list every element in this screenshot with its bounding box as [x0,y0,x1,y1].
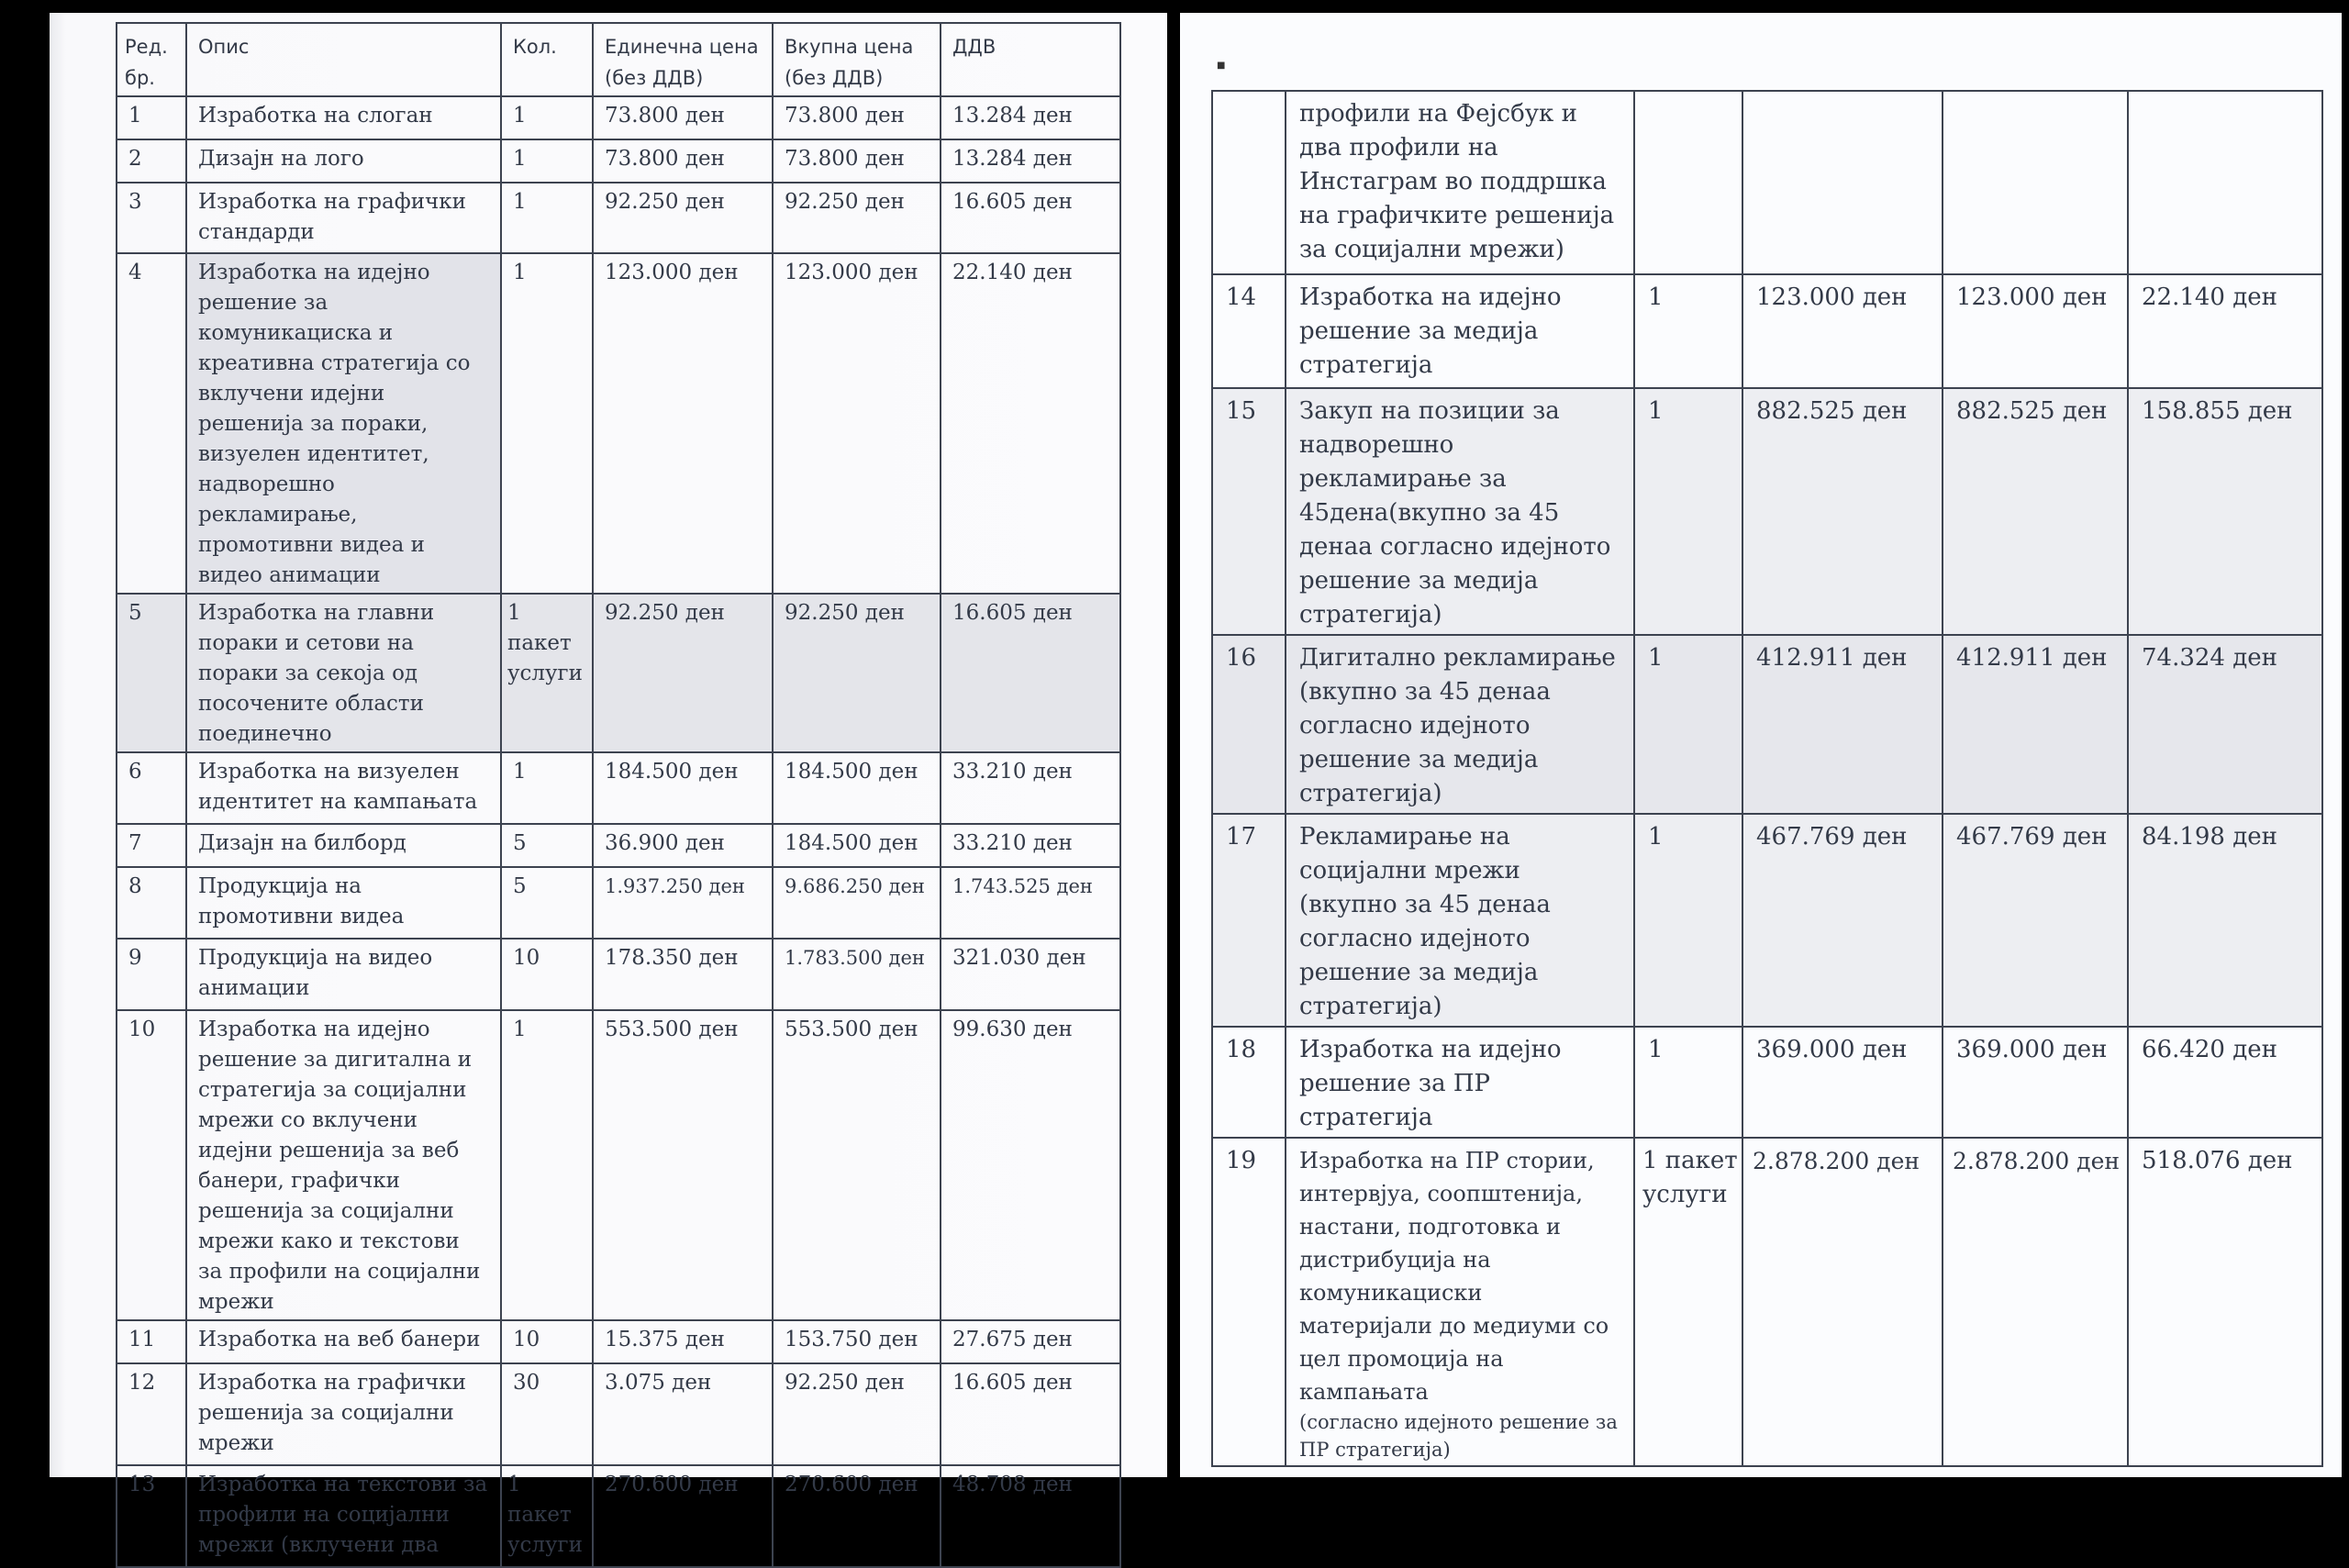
row-no: 11 [117,1320,186,1363]
row-unit-price: 412.911 ден [1742,635,1943,814]
row-desc: профили на Фејсбук и два профили на Инстаграм во поддршка на графичките решенија за социјални мрежи) [1286,91,1634,274]
row-total-price: 123.000 ден [773,253,941,594]
row-desc-note: (согласно идејното решение за ПР стратегија) [1299,1411,1618,1461]
row-desc: Дигитално рекламирање (вкупно за 45 денаа согласно идејното решение за медија стратегија) [1286,635,1634,814]
price-table-left [116,22,1121,1568]
row-desc: Изработка на идејно решение за дигитална и стратегија за социјални мрежи со вклучени идејни решенија за веб банери, графички решенија за социјални мрежи како и текстови за профили на социјални мрежи [186,1010,501,1320]
table-row [117,96,1120,139]
table-row [117,139,1120,183]
row-total-price: 467.769 ден [1943,814,2128,1027]
row-no: 19 [1212,1138,1286,1466]
price-table-right [1211,90,2323,1467]
row-no: 14 [1212,274,1286,388]
row-total-price: 184.500 ден [773,824,941,867]
row-no [1212,91,1286,274]
table-row [117,253,1120,594]
row-total-price: 73.800 ден [773,139,941,183]
row-total-price: 92.250 ден [773,183,941,253]
row-qty: 1 [1634,388,1742,635]
row-unit-price: 123.000 ден [593,253,773,594]
row-desc: Закуп на позиции за надворешно рекламирање за 45дена(вкупно за 45 денаа согласно идејното решение за медија стратегија) [1286,388,1634,635]
row-unit-price: 15.375 ден [593,1320,773,1363]
row-no: 8 [117,867,186,939]
row-vat: 158.855 ден [2128,388,2322,635]
row-desc: Изработка на слоган [186,96,501,139]
row-total-price: 553.500 ден [773,1010,941,1320]
row-no: 7 [117,824,186,867]
row-vat: 48.708 ден [941,1465,1120,1567]
row-vat: 33.210 ден [941,824,1120,867]
table-row [1212,635,2322,814]
row-no: 12 [117,1363,186,1465]
row-vat: 13.284 ден [941,139,1120,183]
row-unit-price: 123.000 ден [1742,274,1943,388]
row-no: 6 [117,752,186,824]
row-unit-price: 1.937.250 ден [593,867,773,939]
header-unit-price: Единечна цена (без ДДВ) [593,23,773,96]
table-row [117,594,1120,752]
row-desc: Изработка на графички стандарди [186,183,501,253]
table-row [1212,1027,2322,1138]
row-desc: Изработка на текстови за профили на социјални мрежи (вклучени два [186,1465,501,1567]
row-vat: 321.030 ден [941,939,1120,1010]
row-qty: 1 пакет услуги [1634,1138,1742,1466]
header-qty: Кол. [501,23,593,96]
row-total-price: 73.800 ден [773,96,941,139]
row-desc-main: Изработка на ПР стории, интервјуа, соопштенија, настани, подготовка и дистрибуција на комуникациски материјали до медиуми со цел промоција на кампањата [1299,1148,1609,1405]
row-no: 5 [117,594,186,752]
row-desc: Изработка на визуелен идентитет на кампањата [186,752,501,824]
row-qty: 1 [1634,274,1742,388]
row-desc: Дизајн на лого [186,139,501,183]
row-vat: 22.140 ден [941,253,1120,594]
table-row [117,824,1120,867]
row-qty: 1 [1634,1027,1742,1138]
row-qty: 1 пакет услуги [501,1465,593,1567]
row-no: 4 [117,253,186,594]
row-vat: 13.284 ден [941,96,1120,139]
row-total-price: 270.600 ден [773,1465,941,1567]
header-vat: ДДВ [941,23,1120,96]
header-no: Ред. бр. [117,23,186,96]
row-unit-price: 73.800 ден [593,139,773,183]
row-unit-price: 2.878.200 ден [1742,1138,1943,1466]
row-qty: 1 [501,96,593,139]
row-desc: Продукција на видео анимации [186,939,501,1010]
row-desc [1286,1138,1634,1466]
table-row [1212,388,2322,635]
table-row [1212,814,2322,1027]
row-no: 1 [117,96,186,139]
row-unit-price: 882.525 ден [1742,388,1943,635]
row-desc: Изработка на графички решенија за социјални мрежи [186,1363,501,1465]
row-total-price: 1.783.500 ден [773,939,941,1010]
row-qty: 1 [1634,635,1742,814]
row-qty: 10 [501,939,593,1010]
row-vat: 16.605 ден [941,1363,1120,1465]
table-row [117,752,1120,824]
row-no: 13 [117,1465,186,1567]
row-vat: 16.605 ден [941,594,1120,752]
row-qty: 30 [501,1363,593,1465]
row-total-price: 369.000 ден [1943,1027,2128,1138]
table-row [117,1465,1120,1567]
row-desc: Изработка на веб банери [186,1320,501,1363]
table-row [117,867,1120,939]
row-total-price: 123.000 ден [1943,274,2128,388]
row-no: 3 [117,183,186,253]
header-total-price: Вкупна цена (без ДДВ) [773,23,941,96]
row-unit-price: 3.075 ден [593,1363,773,1465]
table-header-row [117,23,1120,96]
row-total-price: 153.750 ден [773,1320,941,1363]
row-vat: 33.210 ден [941,752,1120,824]
row-vat: 16.605 ден [941,183,1120,253]
document-page-right [1180,13,2342,1477]
row-desc: Рекламирање на социјални мрежи (вкупно за 45 денаа согласно идејното решение за медија стратегија) [1286,814,1634,1027]
row-unit-price: 36.900 ден [593,824,773,867]
row-no: 16 [1212,635,1286,814]
row-total-price: 2.878.200 ден [1943,1138,2128,1466]
row-unit-price: 553.500 ден [593,1010,773,1320]
row-no: 18 [1212,1027,1286,1138]
row-no: 10 [117,1010,186,1320]
row-vat: 66.420 ден [2128,1027,2322,1138]
row-desc: Изработка на главни пораки и сетови на пораки за секоја од посочените области поединечно [186,594,501,752]
row-qty: 1 [501,253,593,594]
row-total-price: 92.250 ден [773,594,941,752]
row-qty: 1 пакет услуги [501,594,593,752]
row-unit-price: 92.250 ден [593,183,773,253]
row-unit-price: 184.500 ден [593,752,773,824]
row-unit-price: 270.600 ден [593,1465,773,1567]
row-unit-price: 369.000 ден [1742,1027,1943,1138]
row-desc: Продукција на промотивни видеа [186,867,501,939]
row-no: 15 [1212,388,1286,635]
row-qty: 5 [501,824,593,867]
row-vat: 84.198 ден [2128,814,2322,1027]
row-vat [2128,91,2322,274]
row-vat: 74.324 ден [2128,635,2322,814]
row-qty: 1 [1634,814,1742,1027]
row-total-price [1943,91,2128,274]
row-vat: 1.743.525 ден [941,867,1120,939]
row-desc: Изработка на идејно решение за ПР стратегија [1286,1027,1634,1138]
row-desc: Дизајн на билборд [186,824,501,867]
row-unit-price: 73.800 ден [593,96,773,139]
document-page-left [50,13,1167,1557]
table-row [117,1363,1120,1465]
row-desc: Изработка на идејно решение за комуникациска и креативна стратегија со вклучени идејни решенија за пораки, визуелен идентитет, надворешно рекламирање, промотивни видеа и видео анимации [186,253,501,594]
row-vat: 518.076 ден [2128,1138,2322,1466]
row-no: 2 [117,139,186,183]
row-qty: 10 [501,1320,593,1363]
row-qty: 1 [501,139,593,183]
row-unit-price: 92.250 ден [593,594,773,752]
table-row [1212,274,2322,388]
row-total-price: 412.911 ден [1943,635,2128,814]
table-row [117,1010,1120,1320]
row-unit-price: 467.769 ден [1742,814,1943,1027]
row-vat: 22.140 ден [2128,274,2322,388]
row-unit-price: 178.350 ден [593,939,773,1010]
row-vat: 99.630 ден [941,1010,1120,1320]
row-qty [1634,91,1742,274]
row-qty: 1 [501,1010,593,1320]
header-desc: Опис [186,23,501,96]
row-total-price: 9.686.250 ден [773,867,941,939]
row-total-price: 882.525 ден [1943,388,2128,635]
row-qty: 5 [501,867,593,939]
table-row [117,939,1120,1010]
row-vat: 27.675 ден [941,1320,1120,1363]
row-no: 9 [117,939,186,1010]
table-row [117,1320,1120,1363]
row-unit-price [1742,91,1943,274]
scan-speck: ■ [1217,61,1226,71]
table-row [117,183,1120,253]
table-row [1212,91,2322,274]
table-row [1212,1138,2322,1466]
row-no: 17 [1212,814,1286,1027]
row-qty: 1 [501,752,593,824]
row-total-price: 184.500 ден [773,752,941,824]
row-qty: 1 [501,183,593,253]
row-total-price: 92.250 ден [773,1363,941,1465]
row-desc: Изработка на идејно решение за медија стратегија [1286,274,1634,388]
